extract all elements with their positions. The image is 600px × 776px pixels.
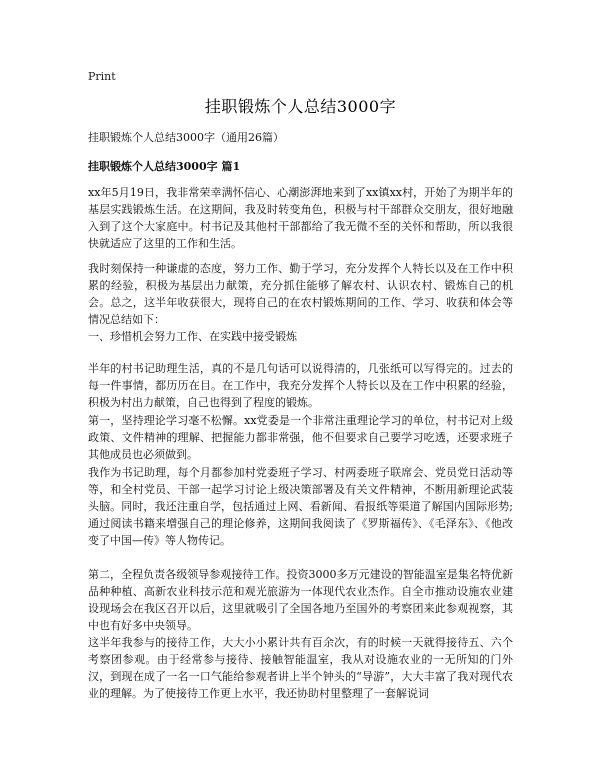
print-label[interactable]: Print [88,70,116,83]
paragraph-3-heading: 一、珍惜机会努力工作、在实践中接受锻炼 [88,330,297,343]
paragraph-4: 半年的村书记助理生活，真的不是几句话可以说得清的，几张纸可以写得完的。过去的每一件事情，都历历在目。在工作中，我充分发挥个人特长以及在工作中积累的经验，积极为村出力献策，自己也得到了程度的锻炼。 [88,362,513,409]
paragraph-6: 我作为书记助理，每个月都参加村党委班子学习、村两委班子联席会、党员党日活动等等，和全村党员、干部一起学习讨论上级决策部署及有关文件精神，不断用新理论武装头脑。同时，我还注重自学，包括通过上网、看新闻、看报纸等渠道了解国内国际形势;通过阅读书籍来增强自己的理论修养，这期间我阅读了《罗斯福传》、《毛泽东》、《他改变了中国—传》等人物传记。 [88,466,513,547]
section-heading: 挂职锻炼个人总结3000字 篇1 [88,160,241,173]
paragraph-5: 第一，坚持理论学习毫不松懈。xx党委是一个非常注重理论学习的单位，村书记对上级政策、文件精神的理解、把握能力都非常强，他不但要求自己要学习吃透，还要求班子其他成员也必须做到。 [88,414,513,461]
document-title: 挂职锻炼个人总结3000字 [204,97,397,116]
paragraph-7: 第二，全程负责各级领导参观接待工作。投资3000多万元建设的智能温室是集名特优新品种种植、高新农业科技示范和观光旅游为一体现代农业杰作。自全市推动设施农业建设现场会在我区召开以后，这里就吸引了全国各地乃至国外的考察团来此参观视察，其中也有好多中央领导。 [88,568,513,632]
paragraph-8: 这半年我参与的接待工作，大大小小累计共有百余次，有的时候一天就得接待五、六个考察团参观。由于经常参与接待、接触智能温室，我从对设施农业的一无所知的门外汉，到现在成了一名一口气能给参观者讲上半个钟头的“导游”，大大丰富了我对现代农业的理解。为了使接待工作更上水平，我还协助村里整理了一套解说词 [88,636,513,700]
paragraph-1: xx年5月19日，我非常荣幸满怀信心、心潮澎湃地来到了xx镇xx村，开始了为期半年的基层实践锻炼生活。在这期间，我及时转变角色，积极与村干部群众交朋友，很好地融入到了这个大家庭中。村书记及其他村干部都给了我无微不至的关怀和帮助，所以我很快就适应了这里的工作和生活。 [88,186,513,250]
paragraph-2: 我时刻保持一种谦虚的态度，努力工作、勤于学习，充分发挥个人特长以及在工作中积累的经验，积极为基层出力献策，充分抓住能够了解农村、认识农村、锻炼自己的机会。总之，这半年收获很大，现将自己的在农村锻炼期间的工作、学习、收获和体会等情况总结如下： [88,262,513,326]
document-subtitle: 挂职锻炼个人总结3000字（通用26篇） [88,131,284,144]
